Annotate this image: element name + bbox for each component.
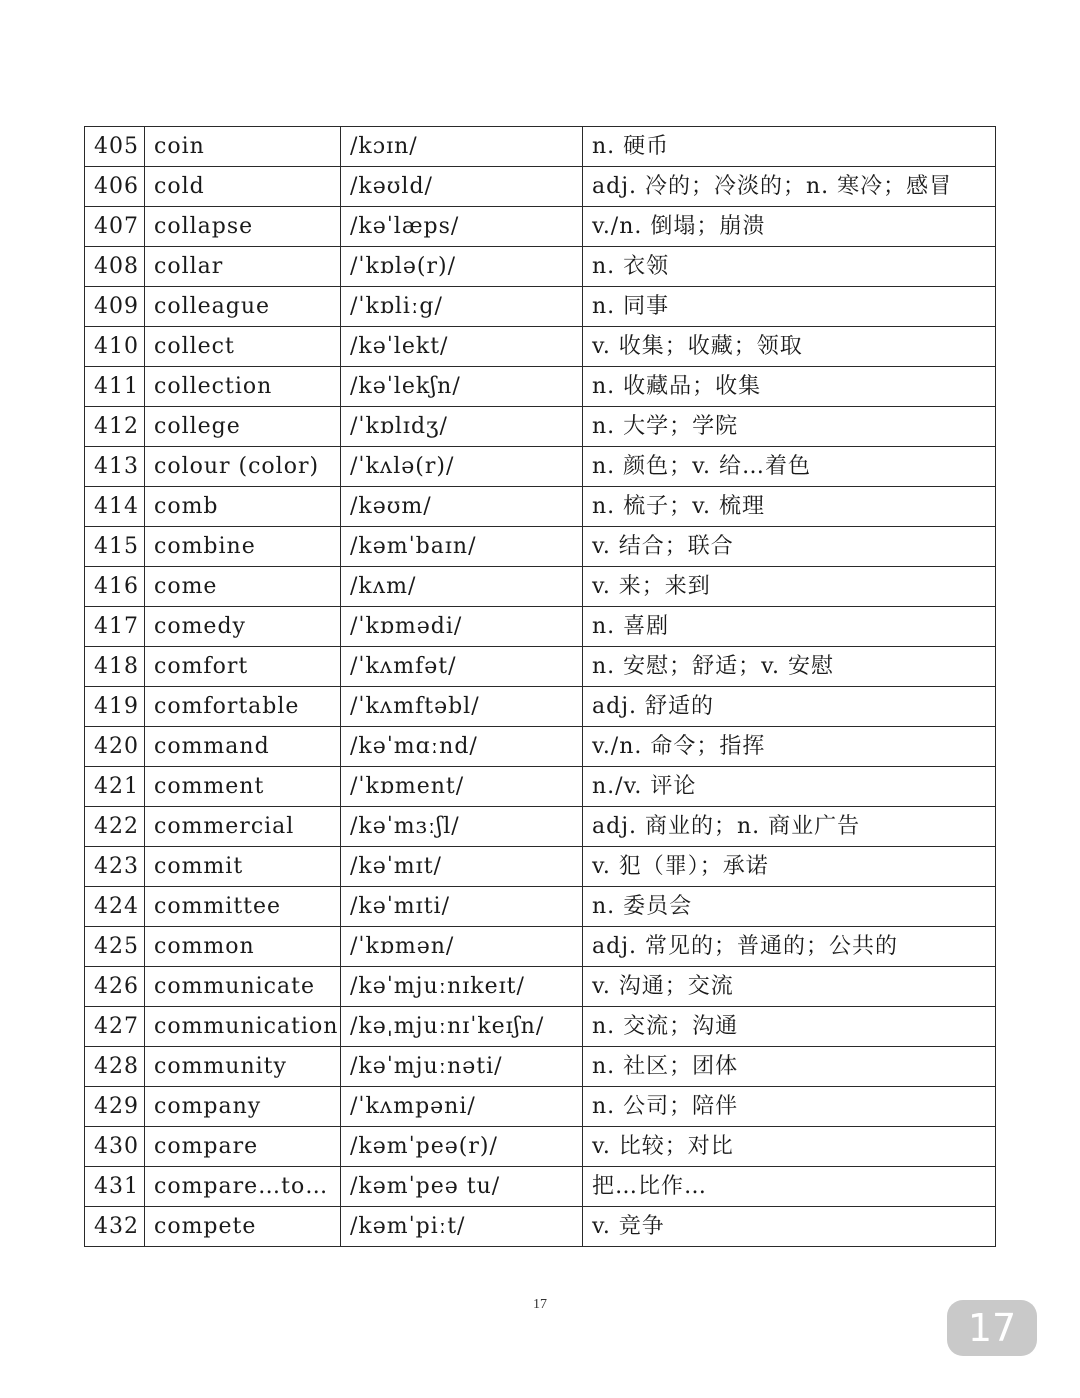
- entry-definition: n. 大学；学院: [583, 407, 996, 447]
- entry-phonetic: /kəˈmjuːnəti/: [341, 1047, 583, 1087]
- table-row: [85, 127, 996, 167]
- entry-word: common: [145, 927, 341, 967]
- entry-number: 427: [85, 1007, 145, 1047]
- entry-number: 428: [85, 1047, 145, 1087]
- entry-phonetic: /ˈkʌlə(r)/: [341, 447, 583, 487]
- entry-definition: n. 喜剧: [583, 607, 996, 647]
- entry-number: 408: [85, 247, 145, 287]
- entry-word: communication: [145, 1007, 341, 1047]
- entry-phonetic: /ˈkɒmədi/: [341, 607, 583, 647]
- entry-number: 405: [85, 127, 145, 167]
- entry-number: 429: [85, 1087, 145, 1127]
- entry-number: 416: [85, 567, 145, 607]
- entry-word: colour (color): [145, 447, 341, 487]
- entry-number: 417: [85, 607, 145, 647]
- entry-number: 431: [85, 1167, 145, 1207]
- table-row: [85, 447, 996, 487]
- entry-word: colleague: [145, 287, 341, 327]
- entry-phonetic: /kəʊld/: [341, 167, 583, 207]
- table-row: [85, 167, 996, 207]
- entry-word: comfortable: [145, 687, 341, 727]
- table-row: [85, 367, 996, 407]
- entry-definition: 把…比作…: [583, 1167, 996, 1207]
- entry-definition: v. 收集；收藏；领取: [583, 327, 996, 367]
- table-row: [85, 647, 996, 687]
- entry-definition: n. 公司；陪伴: [583, 1087, 996, 1127]
- entry-word: comment: [145, 767, 341, 807]
- table-row: [85, 207, 996, 247]
- entry-phonetic: /kəˈmɪti/: [341, 887, 583, 927]
- entry-definition: n./v. 评论: [583, 767, 996, 807]
- entry-number: 412: [85, 407, 145, 447]
- entry-number: 421: [85, 767, 145, 807]
- entry-phonetic: /kəˌmjuːnɪˈkeɪʃn/: [341, 1007, 583, 1047]
- entry-definition: n. 社区；团体: [583, 1047, 996, 1087]
- entry-number: 424: [85, 887, 145, 927]
- entry-word: comb: [145, 487, 341, 527]
- entry-number: 410: [85, 327, 145, 367]
- table-row: [85, 1007, 996, 1047]
- entry-word: commit: [145, 847, 341, 887]
- entry-word: command: [145, 727, 341, 767]
- entry-word: comfort: [145, 647, 341, 687]
- entry-definition: v./n. 命令；指挥: [583, 727, 996, 767]
- entry-word: compete: [145, 1207, 341, 1247]
- table-row: [85, 487, 996, 527]
- entry-word: come: [145, 567, 341, 607]
- entry-word: company: [145, 1087, 341, 1127]
- entry-phonetic: /kəmˈpeə tu/: [341, 1167, 583, 1207]
- table-row: [85, 727, 996, 767]
- entry-definition: n. 安慰；舒适；v. 安慰: [583, 647, 996, 687]
- entry-definition: n. 衣领: [583, 247, 996, 287]
- entry-phonetic: /kəmˈpeə(r)/: [341, 1127, 583, 1167]
- table-row: [85, 407, 996, 447]
- entry-phonetic: /ˈkʌmpəni/: [341, 1087, 583, 1127]
- entry-definition: n. 同事: [583, 287, 996, 327]
- entry-word: committee: [145, 887, 341, 927]
- entry-phonetic: /kəˈmɑːnd/: [341, 727, 583, 767]
- entry-word: comedy: [145, 607, 341, 647]
- entry-definition: v. 竞争: [583, 1207, 996, 1247]
- entry-number: 413: [85, 447, 145, 487]
- entry-phonetic: /kəmˈbaɪn/: [341, 527, 583, 567]
- entry-word: collapse: [145, 207, 341, 247]
- entry-definition: adj. 冷的；冷淡的；n. 寒冷；感冒: [583, 167, 996, 207]
- entry-word: cold: [145, 167, 341, 207]
- entry-phonetic: /ˈkɒmən/: [341, 927, 583, 967]
- entry-number: 420: [85, 727, 145, 767]
- entry-number: 419: [85, 687, 145, 727]
- entry-phonetic: /kəˈmjuːnɪkeɪt/: [341, 967, 583, 1007]
- table-row: [85, 1167, 996, 1207]
- entry-number: 425: [85, 927, 145, 967]
- entry-phonetic: /kəˈlekt/: [341, 327, 583, 367]
- entry-word: collar: [145, 247, 341, 287]
- table-row: [85, 1207, 996, 1247]
- entry-word: coin: [145, 127, 341, 167]
- entry-word: commercial: [145, 807, 341, 847]
- entry-number: 407: [85, 207, 145, 247]
- entry-definition: v. 来；来到: [583, 567, 996, 607]
- table-row: [85, 247, 996, 287]
- table-row: [85, 1127, 996, 1167]
- entry-word: compare: [145, 1127, 341, 1167]
- entry-number: 432: [85, 1207, 145, 1247]
- entry-word: collection: [145, 367, 341, 407]
- entry-phonetic: /kʌm/: [341, 567, 583, 607]
- entry-word: collect: [145, 327, 341, 367]
- vocabulary-table: [84, 126, 996, 1247]
- entry-phonetic: /ˈkʌmftəbl/: [341, 687, 583, 727]
- entry-number: 406: [85, 167, 145, 207]
- entry-phonetic: /kəˈlekʃn/: [341, 367, 583, 407]
- table-row: [85, 927, 996, 967]
- table-row: [85, 967, 996, 1007]
- entry-definition: v. 犯（罪）；承诺: [583, 847, 996, 887]
- page-number: 17: [533, 1297, 547, 1312]
- page-badge[interactable]: 17: [947, 1300, 1037, 1356]
- entry-number: 418: [85, 647, 145, 687]
- entry-phonetic: /kəʊm/: [341, 487, 583, 527]
- table-row: [85, 1047, 996, 1087]
- entry-definition: v. 沟通；交流: [583, 967, 996, 1007]
- entry-number: 423: [85, 847, 145, 887]
- entry-number: 415: [85, 527, 145, 567]
- entry-phonetic: /ˈkʌmfət/: [341, 647, 583, 687]
- entry-phonetic: /ˈkɒlə(r)/: [341, 247, 583, 287]
- entry-phonetic: /kɔɪn/: [341, 127, 583, 167]
- entry-number: 426: [85, 967, 145, 1007]
- entry-definition: n. 颜色；v. 给…着色: [583, 447, 996, 487]
- entry-number: 411: [85, 367, 145, 407]
- entry-word: community: [145, 1047, 341, 1087]
- vocabulary-table-body: [85, 127, 996, 1247]
- entry-definition: n. 硬币: [583, 127, 996, 167]
- entry-definition: v. 比较；对比: [583, 1127, 996, 1167]
- entry-definition: n. 交流；沟通: [583, 1007, 996, 1047]
- entry-word: combine: [145, 527, 341, 567]
- entry-number: 422: [85, 807, 145, 847]
- entry-phonetic: /kəˈlæps/: [341, 207, 583, 247]
- entry-phonetic: /ˈkɒment/: [341, 767, 583, 807]
- table-row: [85, 807, 996, 847]
- entry-phonetic: /kəˈmɪt/: [341, 847, 583, 887]
- entry-phonetic: /ˈkɒliːg/: [341, 287, 583, 327]
- table-row: [85, 887, 996, 927]
- entry-definition: v. 结合；联合: [583, 527, 996, 567]
- entry-phonetic: /ˈkɒlɪdʒ/: [341, 407, 583, 447]
- entry-word: college: [145, 407, 341, 447]
- entry-definition: n. 收藏品；收集: [583, 367, 996, 407]
- entry-number: 430: [85, 1127, 145, 1167]
- entry-number: 409: [85, 287, 145, 327]
- table-row: [85, 327, 996, 367]
- entry-definition: adj. 商业的；n. 商业广告: [583, 807, 996, 847]
- table-row: [85, 767, 996, 807]
- entry-number: 414: [85, 487, 145, 527]
- entry-word: communicate: [145, 967, 341, 1007]
- entry-definition: adj. 常见的；普通的；公共的: [583, 927, 996, 967]
- table-row: [85, 1087, 996, 1127]
- entry-phonetic: /kəmˈpiːt/: [341, 1207, 583, 1247]
- table-row: [85, 847, 996, 887]
- entry-definition: n. 委员会: [583, 887, 996, 927]
- entry-definition: v./n. 倒塌；崩溃: [583, 207, 996, 247]
- entry-word: compare…to…: [145, 1167, 341, 1207]
- entry-phonetic: /kəˈmɜːʃl/: [341, 807, 583, 847]
- table-row: [85, 527, 996, 567]
- entry-definition: adj. 舒适的: [583, 687, 996, 727]
- table-row: [85, 567, 996, 607]
- table-row: [85, 287, 996, 327]
- table-row: [85, 687, 996, 727]
- table-row: [85, 607, 996, 647]
- entry-definition: n. 梳子；v. 梳理: [583, 487, 996, 527]
